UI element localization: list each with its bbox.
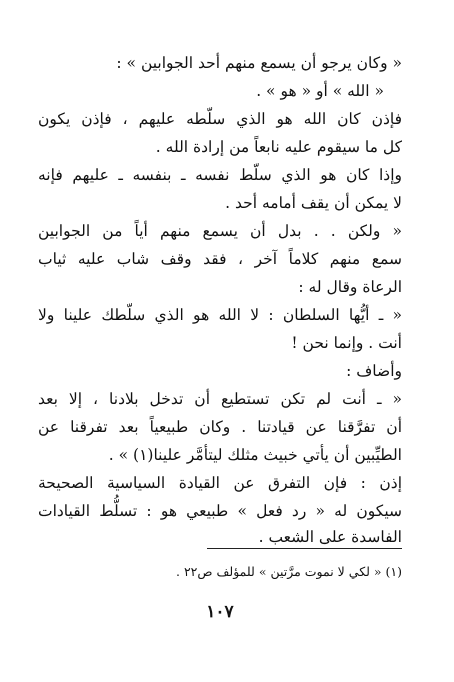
footnote-divider [207, 548, 402, 549]
text-line: سيكون له « رد فعل » طبيعي هو : تسلُّط القيادات [38, 502, 402, 520]
text-line: « ـ أيُّها السلطان : لا الله هو الذي سلّطك علينا ولا [38, 306, 402, 324]
text-line: سمع منهم كلاماً آخر ، فقد وقف شاب عليه ثياب [38, 250, 402, 268]
text-line: أن تفرَّقنا عن قيادتنا . وكان طبيعياً بعد تفرقنا عن [38, 418, 402, 436]
text-line: كل ما سيقوم عليه نابعاً من إرادة الله . [155, 138, 402, 156]
text-line: « ـ أنت لم تكن تستطيع أن تدخل بلادنا ، إلا بعد [38, 390, 402, 408]
text-line: الرعاة وقال له : [298, 278, 402, 296]
page-number: ١٠٧ [206, 602, 234, 622]
text-line: « ولكن . . بدل أن يسمع منهم أياً من الجوابين [38, 222, 402, 240]
text-line: إذن : فإن التفرق عن القيادة السياسية الصحيحة [38, 474, 402, 492]
text-line: أنت . وإنما نحن ! [291, 334, 402, 352]
text-line: « وكان يرجو أن يسمع منهم أحد الجوابين » : [116, 54, 402, 72]
text-line: وأضاف : [346, 362, 402, 380]
book-page [38, 52, 402, 682]
text-line: لا يمكن أن يقف أمامه أحد . [225, 194, 402, 212]
text-line: الفاسدة على الشعب . [258, 528, 402, 546]
footnote: (١) « لكي لا نموت مرَّتين » للمؤلف ص٢٢ . [176, 564, 402, 579]
text-line: فإذن كان الله هو الذي سلّطه عليهم ، فإذن يكون [38, 110, 402, 128]
text-line: وإذا كان هو الذي سلّط نفسه ـ بنفسه ـ عليهم فإنه [38, 166, 402, 184]
text-line: الطيِّبين أن يأتي خبيث مثلك ليتأمَّر علينا(١) » . [108, 446, 402, 464]
text-line: « الله » أو « هو » . [256, 82, 384, 100]
